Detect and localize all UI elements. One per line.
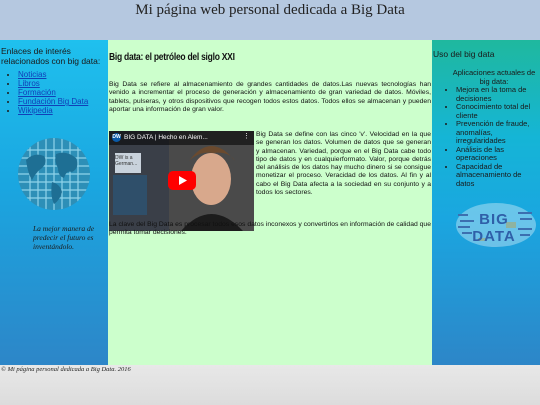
footer-text: © Mi página personal dedicada a Big Data. 2016: [1, 366, 131, 373]
page-footer: [0, 365, 540, 405]
page-title: Mi página web personal dedicada a Big Data: [135, 2, 405, 18]
list-item: • Conocimiento total del cliente: [456, 103, 540, 120]
embedded-video[interactable]: [109, 131, 254, 231]
info-badge: DW is a German...: [115, 155, 138, 167]
play-button[interactable]: [168, 171, 196, 190]
link-libros[interactable]: Libros: [18, 79, 40, 88]
applications-list: [448, 86, 540, 188]
list-item: • Prevención de fraude, anomalías, irregularidades: [456, 120, 540, 146]
more-options-icon[interactable]: ⋮: [243, 133, 250, 140]
links-title: Enlaces de interés relacionados con big data:: [1, 46, 101, 66]
link-fundacion-big-data[interactable]: Fundación Big Data: [18, 97, 89, 106]
list-item: [18, 70, 108, 79]
section-heading: Big data: el petróleo del siglo XXI: [109, 52, 235, 63]
list-item: • Capacidad de almacenamiento de datos: [456, 163, 540, 189]
page-header: [0, 0, 540, 40]
left-sidebar: [0, 40, 108, 365]
link-wikipedia[interactable]: Wikipedia: [18, 106, 53, 115]
quote-text: La mejor manera de predecir el futuro es inventándolo.: [33, 224, 95, 251]
applications-intro: Aplicaciones actuales de big data:: [452, 68, 536, 86]
five-v-paragraph: Big Data se define con las cinco 'v'. Velocidad en la que se generan los datos. Volumen de datos que se generan y almacenan. Variedad, porque en el Big Data cabe todo tipo de datos y en cualquierformato. Valor, porque detrás del análisis de los datos hay mucho dinero si se consigue monetizar el proceso. Veracidad de los datos. Al fin y al cabo el Big Data afecta a la sociedad en su conjunto y a todos los sectores.: [256, 131, 431, 197]
word-cloud-image: [454, 200, 538, 250]
list-item: [18, 88, 108, 97]
list-item: • Mejora en la toma de decisiones: [456, 86, 540, 103]
intro-paragraph: Big Data se refiere al almacenamiento de grandes cantidades de datos.Las nuevas tecnologías han venido a incrementar el proceso de generación y almacenamiento de gran variedad de datos. Móviles, tablets, pulseras, y otros dispositivos que recogen todos estos datos. Todos ellos se almacenan y pueden aportar una información de gran valor.: [109, 81, 431, 113]
main-content: [108, 40, 432, 365]
list-item: [18, 97, 108, 106]
list-item: [18, 79, 108, 88]
video-title[interactable]: BIG DATA | Hecho en Alem...: [124, 134, 208, 141]
play-icon: [168, 171, 196, 190]
uses-title: Uso del big data: [433, 49, 495, 59]
conclusion-paragraph: La clave del Big Data es procesar todos esos datos inconexos y convertirlos en información de calidad que permita tomar decisiones.: [109, 221, 431, 237]
links-list: [0, 70, 108, 115]
globe-image: [16, 136, 92, 212]
cloud-word-data: DATA: [472, 228, 516, 245]
cloud-word-big: BIG: [479, 211, 509, 228]
applications-block: [448, 69, 540, 188]
link-noticias[interactable]: Noticias: [18, 70, 47, 79]
list-item: [18, 106, 108, 115]
channel-icon: DW: [112, 134, 121, 140]
link-formacion[interactable]: Formación: [18, 88, 56, 97]
right-sidebar: [432, 40, 540, 365]
list-item: • Análisis de las operaciones: [456, 146, 540, 163]
